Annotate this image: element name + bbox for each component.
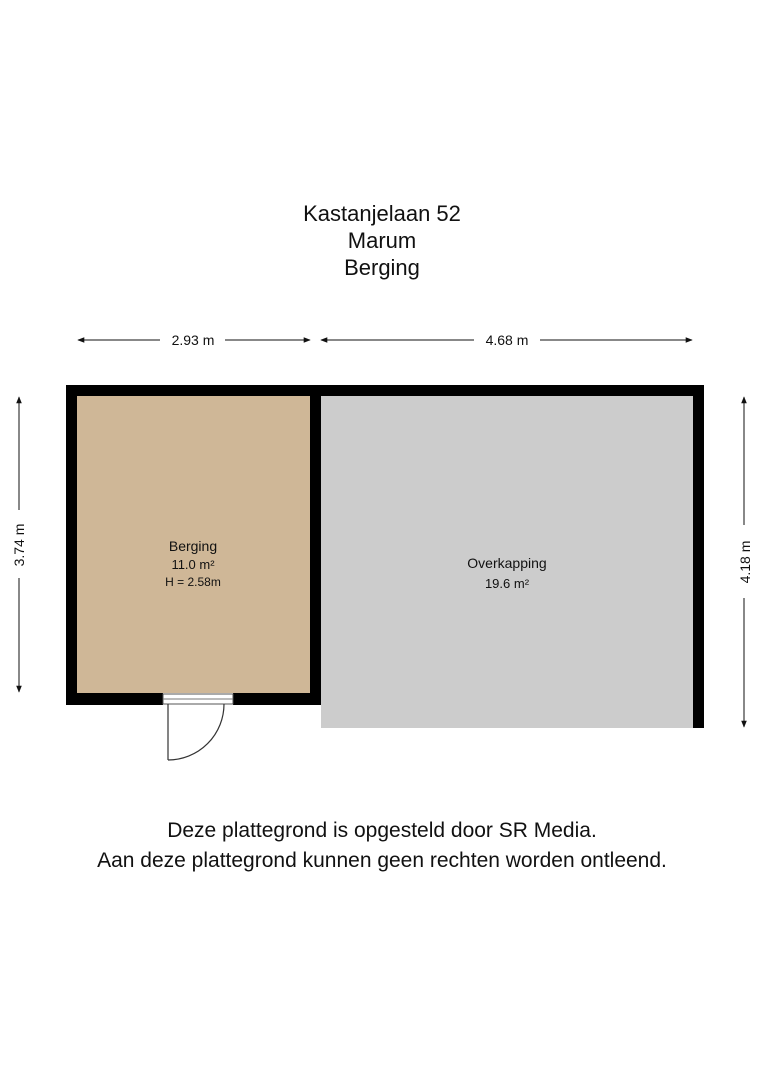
floor-title: Berging — [344, 255, 420, 280]
dimension-left — [11, 397, 27, 692]
disclaimer — [0, 816, 764, 876]
dimension-left-label: 3.74 m — [11, 523, 27, 567]
city-title: Marum — [347, 228, 417, 253]
wall-left — [66, 385, 77, 705]
dimension-top-right — [321, 332, 692, 348]
berging-name: Berging — [168, 538, 218, 554]
wall-middle — [310, 385, 321, 705]
address-title: Kastanjelaan 52 — [303, 201, 461, 226]
disclaimer-line-1: Deze plattegrond is opgesteld door SR Media. — [167, 819, 597, 842]
dimension-top-left — [78, 332, 310, 348]
berging-height: H = 2.58m — [165, 575, 221, 589]
wall-top — [66, 385, 704, 396]
dimension-right — [737, 397, 753, 727]
wall-bottom-right — [233, 693, 321, 705]
door-icon — [163, 694, 233, 760]
dimension-right-label: 4.18 m — [737, 540, 753, 584]
wall-right — [693, 385, 704, 728]
overkapping-name: Overkapping — [467, 555, 547, 571]
overkapping-area: 19.6 m² — [484, 576, 530, 591]
disclaimer-line-2: Aan deze plattegrond kunnen geen rechten worden ontleend. — [97, 849, 667, 872]
berging-area: 11.0 m² — [171, 557, 215, 572]
berging-label — [165, 538, 221, 589]
dimension-top-right-label: 4.68 m — [485, 332, 529, 348]
dimension-top-left-label: 2.93 m — [171, 332, 215, 348]
wall-bottom-left — [66, 693, 163, 705]
